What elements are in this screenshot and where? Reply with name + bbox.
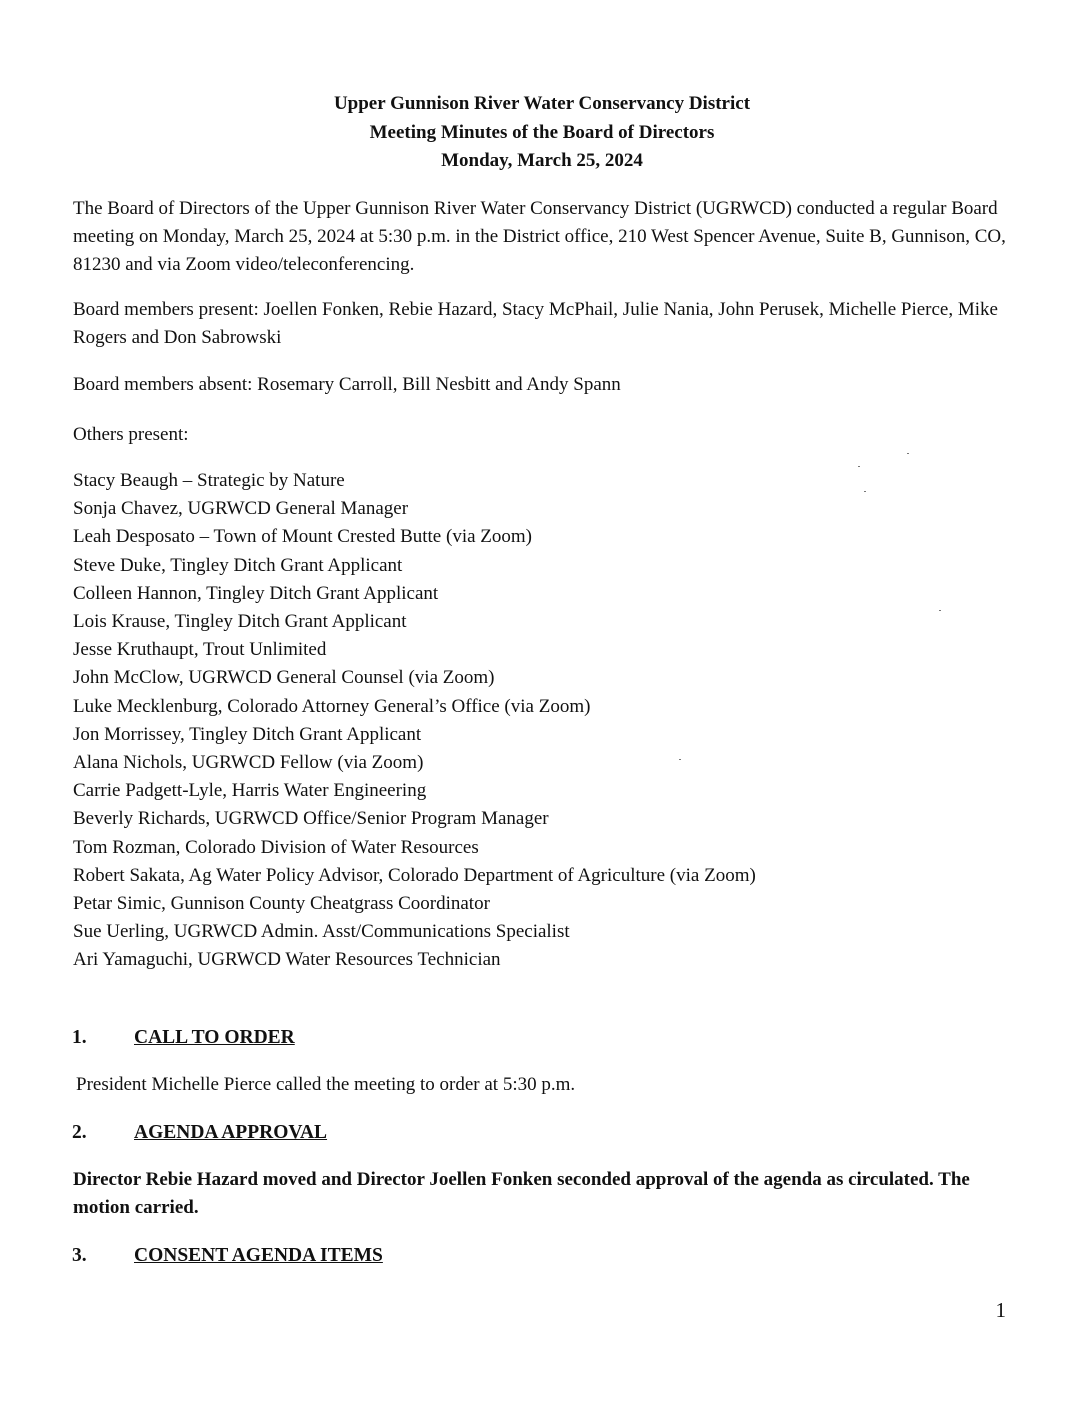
board-present: Board members present: Joellen Fonken, Rebie Hazard, Stacy McPhail, Julie Nania, John Perusek, Michelle Pierce, Mike Rogers and Don Sabrowski [73,299,998,348]
attendee-item: Lois Krause, Tingley Ditch Grant Applicant [73,611,407,633]
organization-name: Upper Gunnison River Water Conservancy District [333,93,751,114]
attendee-item: Jesse Kruthaupt, Trout Unlimited [73,639,327,661]
scan-speck [939,610,941,611]
attendee-item: Robert Sakata, Ag Water Policy Advisor, Colorado Department of Agriculture (via Zoom) [73,864,756,886]
attendee-item: Tom Rozman, Colorado Division of Water Resources [73,836,479,858]
attendee-list [73,467,1023,975]
document-header [0,90,1084,176]
call-to-order-text: President Michelle Pierce called the meeting to order at 5:30 p.m. [76,1074,576,1095]
section-number: 3. [72,1245,87,1266]
scan-speck [858,466,860,467]
section-heading-call-to-order [72,1025,295,1051]
attendee-item: Alana Nichols, UGRWCD Fellow (via Zoom) [73,752,424,774]
page-number: 1 [995,1298,1006,1322]
section-number: 2. [72,1122,87,1143]
attendee-item: Jon Morrissey, Tingley Ditch Grant Applicant [73,723,422,745]
document-title: Meeting Minutes of the Board of Directors [369,121,715,143]
meeting-date: Monday, March 25, 2024 [441,150,643,171]
intro-paragraph: The Board of Directors of the Upper Gunnison River Water Conservancy District (UGRWCD) conducted a regular Board meeting on Monday, March 25, 2024 at 5:30 p.m. in the District office, 210 West Spencer Avenue, Suite B, Gunnison, CO, 81230 and via Zoom video/teleconferencing. [73,198,1006,275]
attendee-item: Petar Simic, Gunnison County Cheatgrass Coordinator [73,893,490,915]
attendee-item: Steve Duke, Tingley Ditch Grant Applicant [73,554,403,576]
section-heading-agenda-approval [72,1120,327,1146]
attendee-item: Luke Mecklenburg, Colorado Attorney General’s Office (via Zoom) [73,695,591,717]
attendee-item: Ari Yamaguchi, UGRWCD Water Resources Technician [73,949,501,971]
agenda-approval-motion: Director Rebie Hazard moved and Director Joellen Fonken seconded approval of the agenda as circulated. The motion carried. [73,1169,970,1218]
section-number: 1. [72,1027,87,1048]
section-heading-consent-agenda [72,1243,383,1269]
attendee-item: Colleen Hannon, Tingley Ditch Grant Applicant [73,582,439,604]
scan-speck [907,453,909,454]
attendee-item: Beverly Richards, UGRWCD Office/Senior Program Manager [73,808,549,830]
others-present-label: Others present: [73,424,189,445]
attendee-item: John McClow, UGRWCD General Counsel (via Zoom) [73,667,495,689]
attendee-item: Stacy Beaugh – Strategic by Nature [73,470,345,491]
attendee-item: Carrie Padgett-Lyle, Harris Water Engineering [73,780,427,802]
scan-speck [679,759,681,760]
attendee-item: Sonja Chavez, UGRWCD General Manager [73,498,409,520]
scan-speck [864,491,866,492]
attendee-item: Sue Uerling, UGRWCD Admin. Asst/Communications Specialist [73,921,570,943]
section-title: CONSENT AGENDA ITEMS [134,1245,383,1266]
section-title: AGENDA APPROVAL [134,1122,328,1143]
section-title: CALL TO ORDER [134,1027,295,1048]
board-absent: Board members absent: Rosemary Carroll, Bill Nesbitt and Andy Spann [73,374,621,395]
attendee-item: Leah Desposato – Town of Mount Crested Butte (via Zoom) [73,526,532,548]
